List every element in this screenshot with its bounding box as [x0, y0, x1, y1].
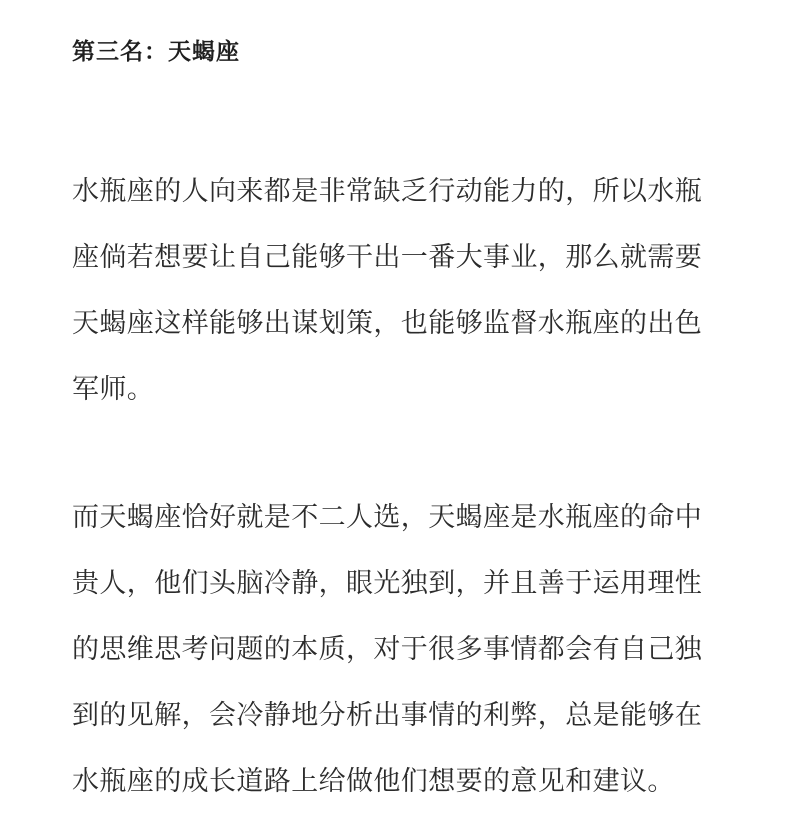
paragraph-line: 到的见解，会冷静地分析出事情的利弊，总是能够在: [72, 700, 703, 731]
paragraph-2: [72, 485, 742, 815]
paragraph-line: 座倘若想要让自己能够干出一番大事业，那么就需要: [72, 242, 703, 273]
paragraph-line: 水瓶座的人向来都是非常缺乏行动能力的，所以水瓶: [72, 176, 703, 207]
paragraph-line: 贵人，他们头脑冷静，眼光独到，并且善于运用理性: [72, 568, 703, 599]
section-heading: 第三名：天蝎座: [72, 39, 240, 65]
article-body: [72, 30, 742, 815]
paragraph-line: 天蝎座这样能够出谋划策，也能够监督水瓶座的出色: [72, 308, 703, 339]
paragraph-line: 军师。: [72, 374, 155, 405]
paragraph-line: 的思维思考问题的本质，对于很多事情都会有自己独: [72, 634, 703, 665]
paragraph-line: 水瓶座的成长道路上给做他们想要的意见和建议。: [72, 766, 675, 797]
paragraph-1: [72, 159, 742, 423]
paragraph-line: 而天蝎座恰好就是不二人选，天蝎座是水瓶座的命中: [72, 502, 703, 533]
